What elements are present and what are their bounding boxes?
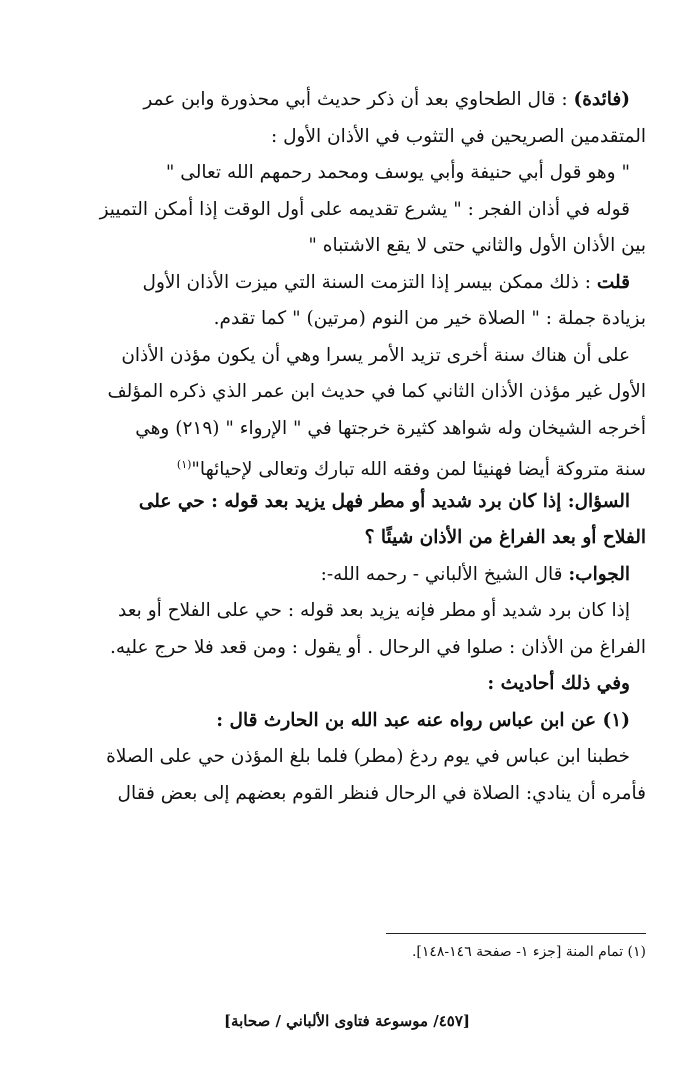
answer-line — [48, 557, 646, 594]
hadith-intro: وفي ذلك أحاديث : — [487, 673, 630, 694]
paragraph-fajr-line-2: بين الأذان الأول والثاني حتى لا يقع الاشتباه " — [308, 235, 646, 256]
footnote: (١) تمام المنة [جزء ١- صفحة ١٤٦-١٤٨]. — [411, 944, 646, 960]
paragraph-faida-line-2: المتقدمين الصريحين في التثوب في الأذان الأول : — [270, 125, 646, 147]
paragraph-rain-line-2: الفراغ من الأذان : صلوا في الرحال . أو يقول : ومن قعد فلا حرج عليه. — [109, 636, 646, 658]
hadith-one-line-2: فأمره أن ينادي: الصلاة في الرحال فنظر القوم بعضهم إلى بعض فقال — [117, 782, 646, 804]
footnote-ref: (١) — [176, 458, 192, 471]
answer-text: قال الشيخ الألباني - رحمه الله-: — [320, 563, 563, 585]
quote-line: " وهو قول أبي حنيفة وأبي يوسف ومحمد رحمهم الله تعالى " — [165, 162, 630, 183]
qultu-text-1: : ذلك ممكن بيسر إذا التزمت السنة التي ميزت الأذان الأول — [142, 271, 591, 293]
faida-label: (فائدة) — [573, 89, 630, 110]
paragraph-faida-line-1 — [48, 82, 646, 119]
question-label: السؤال: — [567, 490, 630, 512]
paragraph-rain-line-1: إذا كان برد شديد أو مطر فإنه يزيد بعد قوله : حي على الفلاح أو بعد — [118, 600, 630, 621]
paragraph-sunna-line-4 — [48, 447, 646, 484]
question-line-2: الفلاح أو بعد الفراغ من الأذان شيئًا ؟ — [364, 527, 646, 548]
paragraph-qultu-line-2: بزيادة جملة : " الصلاة خير من النوم (مرتين) " كما تقدم. — [213, 308, 646, 329]
hadith-one-line-1: خطبنا ابن عباس في يوم ردغ (مطر) فلما بلغ المؤذن حي على الصلاة — [106, 746, 630, 767]
footnote-divider — [386, 933, 646, 934]
paragraph-sunna-line-2: الأول غير مؤذن الأذان الثاني كما في حديث ابن عمر الذي ذكره المؤلف — [107, 381, 646, 402]
paragraph-fajr-line-1: قوله في أذان الفجر : " يشرع تقديمه على أول الوقت إذا أمكن التمييز — [99, 198, 630, 220]
paragraph-qultu-line-1 — [48, 265, 646, 302]
answer-label: الجواب: — [568, 563, 630, 585]
question-line-1 — [48, 484, 646, 521]
sunna-text-4: سنة متروكة أيضا فهنيئا لمن وفقه الله تبارك وتعالى لإحيائها" — [191, 459, 646, 481]
page-footer: [٤٥٧/ موسوعة فتاوى الألباني / صحابة] — [223, 1012, 471, 1030]
main-text — [48, 82, 646, 812]
faida-text-1: : قال الطحاوي بعد أن ذكر حديث أبي محذورة وابن عمر — [143, 89, 568, 110]
qultu-label: قلت — [596, 271, 630, 293]
hadith-one-heading: (١) عن ابن عباس رواه عنه عبد الله بن الحارث قال : — [216, 709, 630, 731]
paragraph-sunna-line-1: على أن هناك سنة أخرى تزيد الأمر يسرا وهي أن يكون مؤذن الأذان — [121, 344, 630, 366]
question-text-1: إذا كان برد شديد أو مطر فهل يزيد بعد قوله : حي على — [138, 490, 562, 512]
paragraph-sunna-line-3: أخرجه الشيخان وله شواهد كثيرة خرجتها في " الإرواء " (٢١٩) وهي — [135, 417, 646, 439]
